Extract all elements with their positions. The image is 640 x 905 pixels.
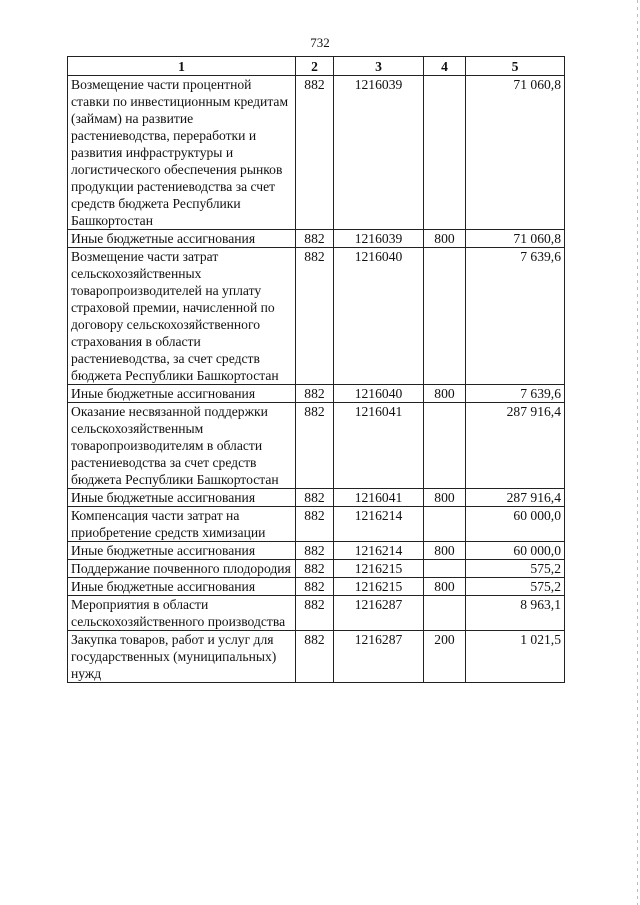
expense-type-code — [424, 560, 466, 578]
amount: 60 000,0 — [466, 507, 565, 542]
amount: 7 639,6 — [466, 248, 565, 385]
expense-type-code: 800 — [424, 489, 466, 507]
amount: 60 000,0 — [466, 542, 565, 560]
ministry-code: 882 — [296, 248, 334, 385]
target-article-code: 1216040 — [334, 248, 424, 385]
item-name: Иные бюджетные ассигнования — [68, 489, 296, 507]
target-article-code: 1216040 — [334, 385, 424, 403]
table-row — [68, 248, 565, 385]
table-row — [68, 489, 565, 507]
table-row — [68, 578, 565, 596]
expense-type-code: 200 — [424, 631, 466, 683]
table-row — [68, 76, 565, 230]
column-header: 5 — [466, 57, 565, 76]
expense-type-code — [424, 596, 466, 631]
amount: 8 963,1 — [466, 596, 565, 631]
ministry-code: 882 — [296, 542, 334, 560]
expense-type-code — [424, 76, 466, 230]
target-article-code: 1216039 — [334, 230, 424, 248]
amount: 575,2 — [466, 578, 565, 596]
target-article-code: 1216039 — [334, 76, 424, 230]
target-article-code: 1216215 — [334, 560, 424, 578]
item-name: Иные бюджетные ассигнования — [68, 542, 296, 560]
amount: 71 060,8 — [466, 230, 565, 248]
expense-type-code: 800 — [424, 385, 466, 403]
ministry-code: 882 — [296, 385, 334, 403]
amount: 1 021,5 — [466, 631, 565, 683]
table-row — [68, 403, 565, 489]
amount: 287 916,4 — [466, 403, 565, 489]
ministry-code: 882 — [296, 489, 334, 507]
expense-type-code: 800 — [424, 578, 466, 596]
ministry-code: 882 — [296, 230, 334, 248]
table-row — [68, 542, 565, 560]
page-number: 732 — [310, 35, 330, 50]
ministry-code: 882 — [296, 578, 334, 596]
item-name: Иные бюджетные ассигнования — [68, 578, 296, 596]
ministry-code: 882 — [296, 76, 334, 230]
item-name: Возмещение части процентной ставки по инвестиционным кредитам (займам) на развитие растениеводства, переработки и развития инфраструктуры и логистического обеспечения рынков продукции растениеводства за счет средств бюджета Республики Башкортостан — [68, 76, 296, 230]
target-article-code: 1216041 — [334, 489, 424, 507]
column-header: 2 — [296, 57, 334, 76]
item-name: Мероприятия в области сельскохозяйственного производства — [68, 596, 296, 631]
item-name: Иные бюджетные ассигнования — [68, 385, 296, 403]
item-name: Иные бюджетные ассигнования — [68, 230, 296, 248]
table-row — [68, 596, 565, 631]
target-article-code: 1216287 — [334, 631, 424, 683]
table-row — [68, 230, 565, 248]
expense-type-code: 800 — [424, 230, 466, 248]
item-name: Поддержание почвенного плодородия — [68, 560, 296, 578]
item-name: Компенсация части затрат на приобретение средств химизации — [68, 507, 296, 542]
target-article-code: 1216214 — [334, 542, 424, 560]
item-name: Возмещение части затрат сельскохозяйственных товаропроизводителей на уплату страховой премии, начисленной по договору сельскохозяйственного страхования в области растениеводства, за счет средств бюджета Республики Башкортостан — [68, 248, 296, 385]
expense-type-code — [424, 507, 466, 542]
scan-edge-divider — [637, 0, 638, 905]
expense-type-code — [424, 248, 466, 385]
target-article-code: 1216041 — [334, 403, 424, 489]
column-header: 3 — [334, 57, 424, 76]
amount: 287 916,4 — [466, 489, 565, 507]
amount: 71 060,8 — [466, 76, 565, 230]
ministry-code: 882 — [296, 403, 334, 489]
table-header-row — [68, 57, 565, 76]
table-row — [68, 507, 565, 542]
target-article-code: 1216214 — [334, 507, 424, 542]
target-article-code: 1216215 — [334, 578, 424, 596]
item-name: Закупка товаров, работ и услуг для государственных (муниципальных) нужд — [68, 631, 296, 683]
amount: 575,2 — [466, 560, 565, 578]
amount: 7 639,6 — [466, 385, 565, 403]
table-row — [68, 385, 565, 403]
table-row — [68, 631, 565, 683]
ministry-code: 882 — [296, 560, 334, 578]
item-name: Оказание несвязанной поддержки сельскохозяйственным товаропроизводителям в области растениеводства за счет средств бюджета Республики Башкортостан — [68, 403, 296, 489]
target-article-code: 1216287 — [334, 596, 424, 631]
expense-type-code: 800 — [424, 542, 466, 560]
ministry-code: 882 — [296, 596, 334, 631]
expense-type-code — [424, 403, 466, 489]
ministry-code: 882 — [296, 631, 334, 683]
ministry-code: 882 — [296, 507, 334, 542]
column-header: 1 — [68, 57, 296, 76]
column-header: 4 — [424, 57, 466, 76]
budget-table — [67, 56, 565, 683]
table-row — [68, 560, 565, 578]
